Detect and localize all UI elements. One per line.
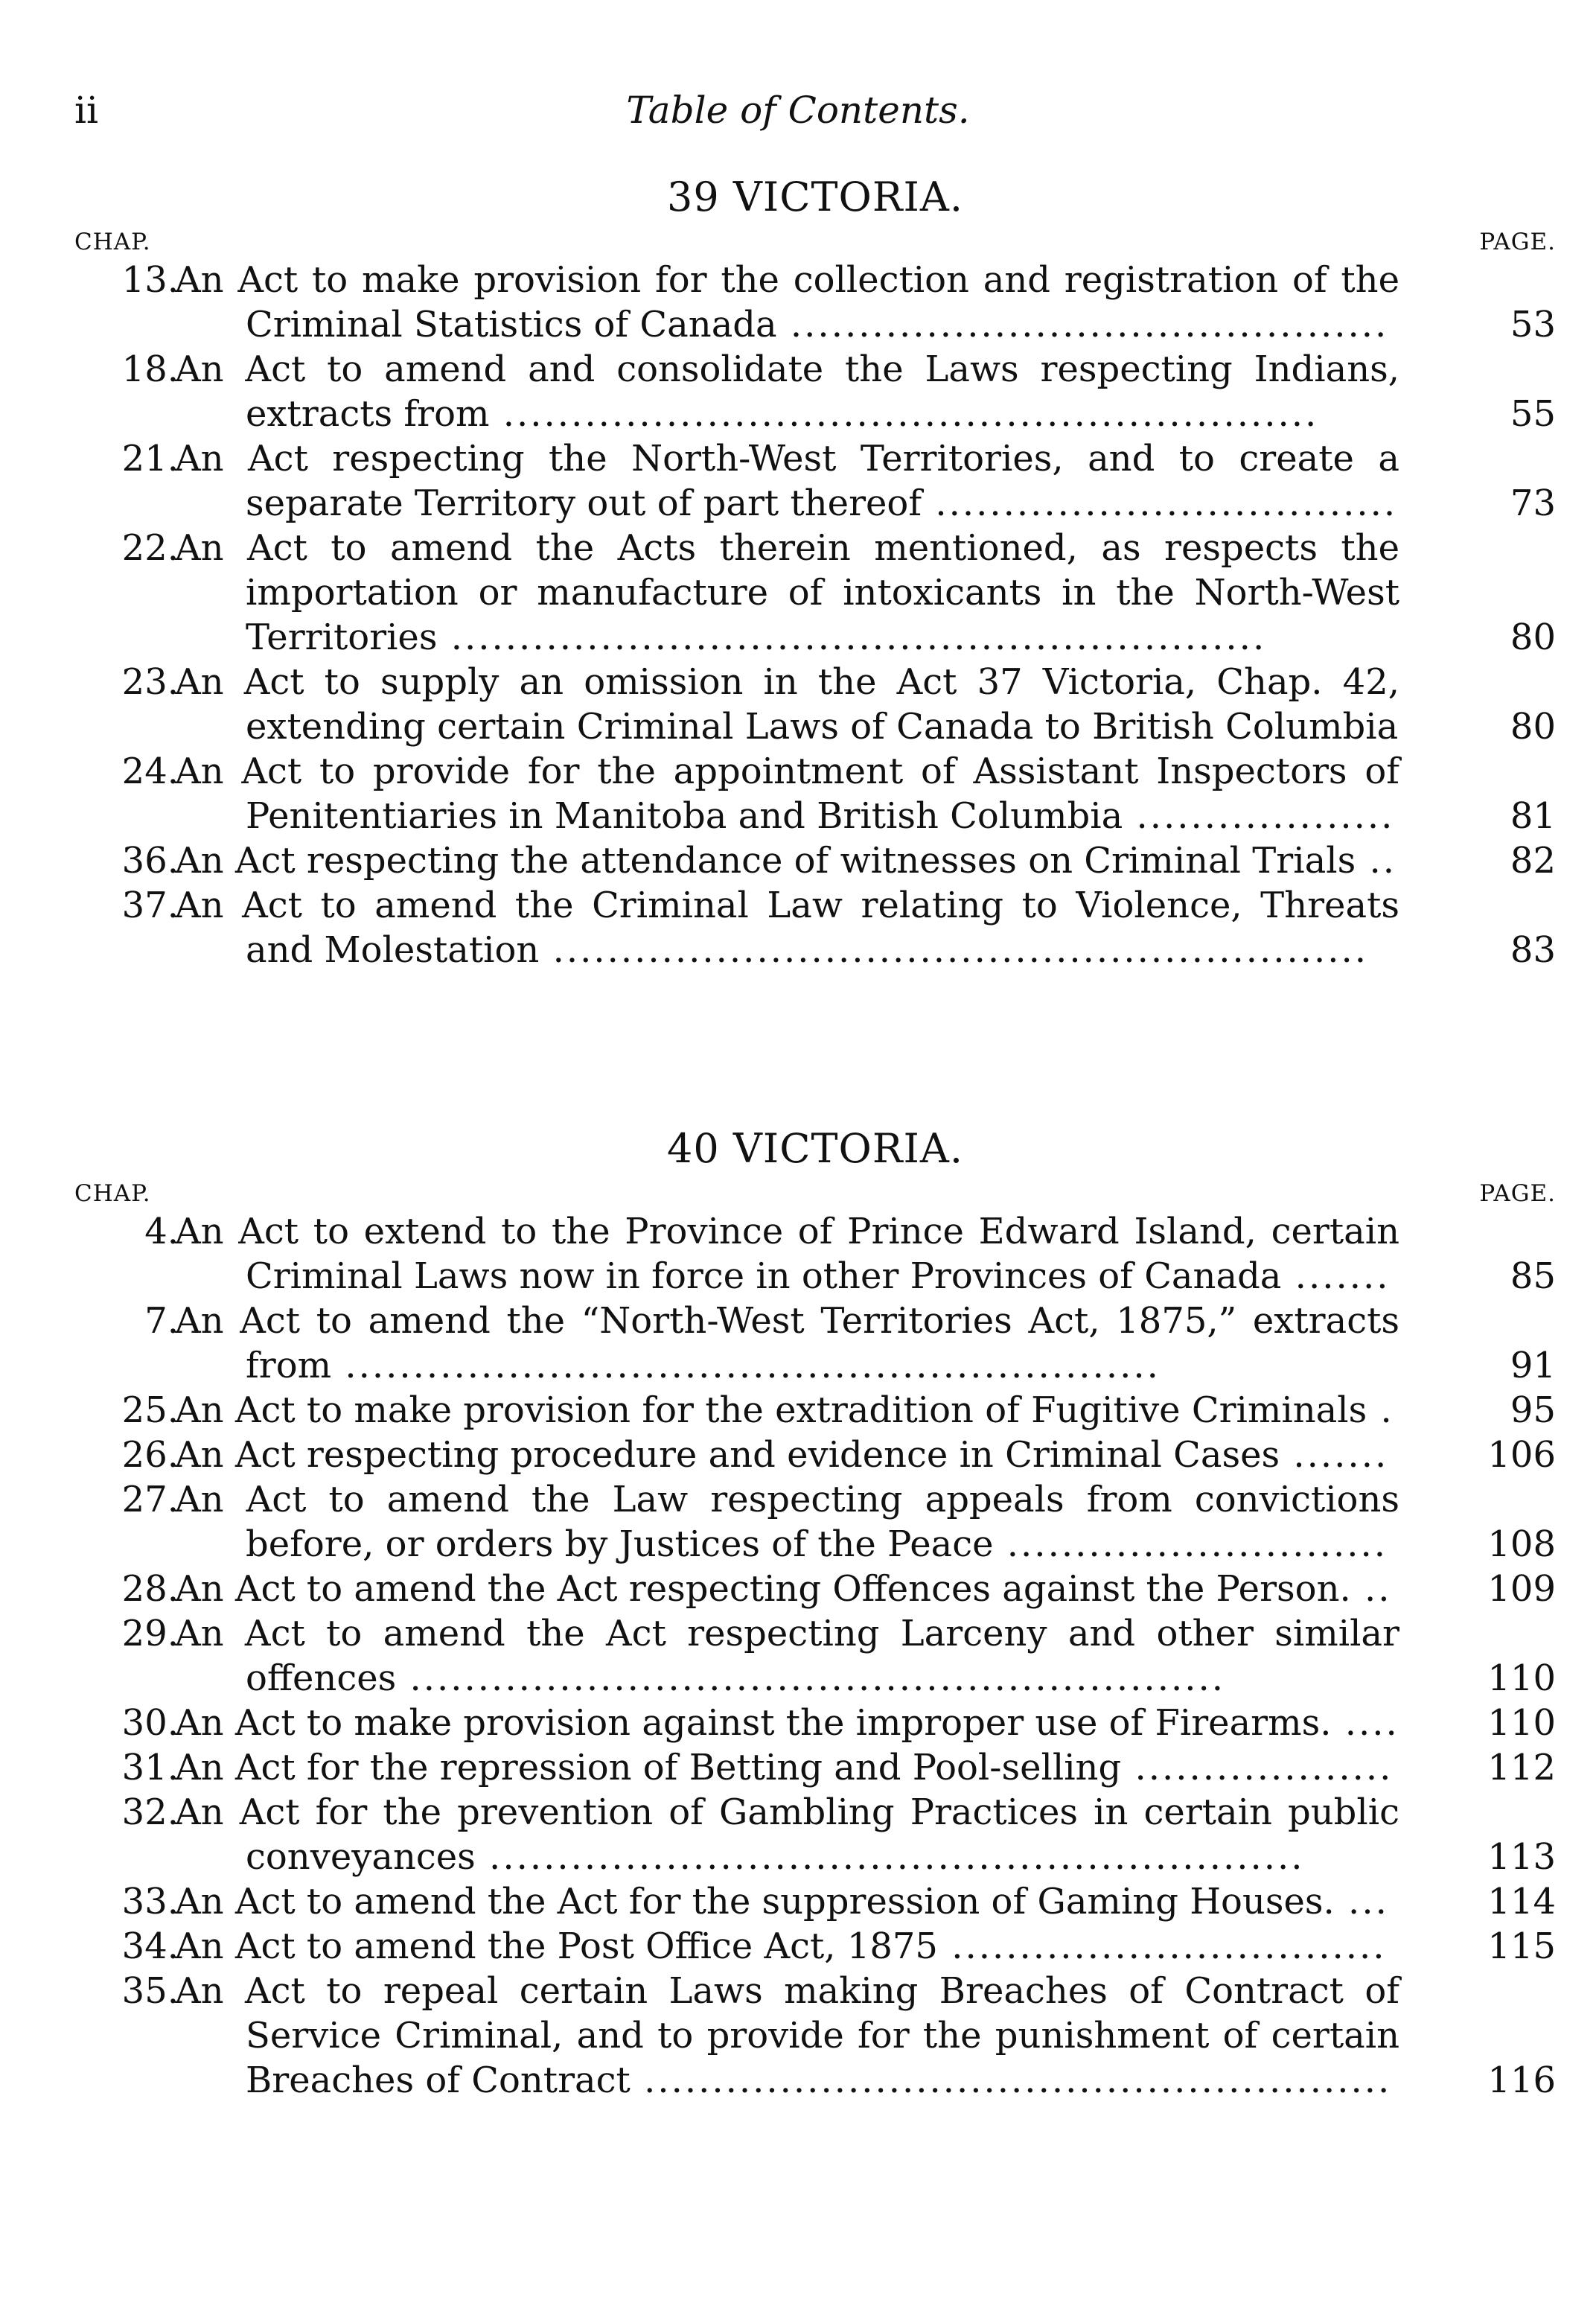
section-39-victoria [74, 173, 1556, 972]
entry-title: An Act to make provision for the extradition of Fugitive Criminals [175, 1389, 1367, 1431]
page-column-label: PAGE. [1479, 1180, 1556, 1207]
chapter-number: 23. [121, 661, 179, 703]
dot-leaders: ................... [1121, 1747, 1394, 1788]
page-reference: 80 [1510, 706, 1556, 748]
entry-title-line [175, 1388, 1399, 1433]
chapter-number: 7. [144, 1300, 179, 1342]
dot-leaders: ............................................ [776, 304, 1389, 345]
page-reference: 81 [1510, 795, 1556, 837]
entry-title: An Act to amend the Criminal Law relating to Violence, Threats and Molestation [175, 885, 1399, 971]
toc-entry [74, 436, 1556, 526]
dot-leaders: ............................................................ [331, 1345, 1161, 1386]
toc-entry [74, 258, 1556, 347]
entry-title-line [175, 1879, 1399, 1924]
toc-entry [74, 1477, 1556, 1567]
toc-entries [74, 258, 1556, 972]
dot-leaders: .... [1331, 1702, 1399, 1744]
toc-entry [74, 1299, 1556, 1388]
entry-title: An Act to provide for the appointment of Assistant Inspectors of Penitentiaries in Manitoba and British Columbia [175, 751, 1399, 837]
chapter-number: 22. [121, 527, 179, 569]
toc-entry [74, 1433, 1556, 1477]
page-reference: 73 [1510, 482, 1556, 524]
toc-entry [74, 1388, 1556, 1433]
entry-title: An Act to extend to the Province of Prince Edward Island, certain Criminal Laws now in force in other Provinces of Canada [175, 1211, 1399, 1297]
chapter-number: 35. [121, 1970, 179, 2012]
entry-title-line [175, 526, 1399, 660]
dot-leaders: ............................................................ [396, 1657, 1225, 1699]
chapter-number: 34. [121, 1925, 179, 1967]
toc-entry [74, 1969, 1556, 2103]
column-headings [74, 226, 1556, 258]
dot-leaders: ....................................................... [630, 2059, 1392, 2101]
entry-title-line [175, 1701, 1399, 1745]
section-title: 39 VICTORIA. [667, 173, 963, 220]
toc-entry [74, 347, 1556, 436]
entry-title-line [175, 1611, 1399, 1701]
entry-title-line [175, 1299, 1399, 1388]
page-number: ii [74, 89, 98, 132]
toc-entry [74, 1611, 1556, 1701]
page-reference: 110 [1487, 1657, 1556, 1699]
page-reference: 85 [1510, 1255, 1556, 1297]
chapter-number: 13. [121, 259, 179, 301]
chapter-number: 26. [121, 1434, 179, 1476]
dot-leaders: ....... [1281, 1255, 1391, 1297]
chapter-number: 24. [121, 751, 179, 792]
page-reference: 83 [1510, 929, 1556, 971]
entry-title-line [175, 347, 1399, 436]
chapter-number: 32. [121, 1791, 179, 1833]
dot-leaders: ............................................................ [437, 617, 1267, 658]
page-reference: 53 [1510, 304, 1556, 345]
toc-entry [74, 1567, 1556, 1611]
entry-title: An Act respecting procedure and evidence in Criminal Cases [175, 1434, 1280, 1476]
page-reference: 116 [1487, 2059, 1556, 2101]
page-reference: 91 [1510, 1345, 1556, 1386]
entry-title: An Act to make provision against the improper use of Firearms. [175, 1702, 1332, 1744]
chapter-number: 18. [121, 348, 179, 390]
entry-title-line [175, 1969, 1399, 2103]
chapter-number: 30. [121, 1702, 179, 1744]
entry-title-line [175, 749, 1399, 838]
column-headings [74, 1178, 1556, 1209]
entry-title: An Act to amend the Law respecting appeals from convictions before, or orders by Justices of the Peace [175, 1479, 1399, 1565]
page-reference: 55 [1510, 393, 1556, 435]
chapter-number: 25. [121, 1389, 179, 1431]
entry-title-line [175, 1433, 1399, 1477]
entry-title: An Act to amend the Act respecting Offences against the Person. [175, 1568, 1351, 1610]
dot-leaders: .. [1356, 840, 1396, 882]
page-reference: 114 [1487, 1881, 1556, 1922]
toc-entry [74, 838, 1556, 883]
toc-entry [74, 1701, 1556, 1745]
toc-entry [74, 1209, 1556, 1299]
chapter-number: 33. [121, 1881, 179, 1922]
toc-entry [74, 526, 1556, 660]
chapter-number: 36. [121, 840, 179, 882]
entry-title: An Act to supply an omission in the Act 37 Victoria, Chap. 42, extending certain Criminal Laws of Canada to British Columbia [175, 661, 1399, 748]
toc-entry [74, 1924, 1556, 1969]
dot-leaders: . [1367, 1389, 1394, 1431]
page-reference: 80 [1510, 617, 1556, 658]
entry-title: An Act for the prevention of Gambling Practices in certain public conveyances [175, 1791, 1399, 1878]
page-reference: 115 [1487, 1925, 1556, 1967]
page-reference: 112 [1487, 1747, 1556, 1788]
entry-title-line [175, 883, 1399, 972]
entry-title-line [175, 660, 1399, 749]
chapter-number: 31. [121, 1747, 179, 1788]
chapter-number: 27. [121, 1479, 179, 1520]
chapter-number: 29. [121, 1613, 179, 1654]
page-reference: 109 [1487, 1568, 1556, 1610]
chapter-number: 4. [144, 1211, 179, 1252]
page-reference: 110 [1487, 1702, 1556, 1744]
entry-title: An Act for the repression of Betting and Pool-selling [175, 1747, 1122, 1788]
entry-title: An Act to amend the Post Office Act, 1875 [175, 1925, 938, 1967]
entry-title-line [175, 1477, 1399, 1567]
toc-entries [74, 1209, 1556, 2103]
dot-leaders: ............................................................ [475, 1836, 1305, 1878]
entry-title-line [175, 1209, 1399, 1299]
toc-entry [74, 749, 1556, 838]
section-title: 40 VICTORIA. [667, 1125, 963, 1172]
dot-leaders: ............................................................ [539, 929, 1369, 971]
dot-leaders: ................................ [937, 1925, 1387, 1967]
running-title: Table of Contents. [626, 89, 970, 132]
entry-title-line [175, 258, 1399, 347]
dot-leaders: .. [1350, 1568, 1392, 1610]
page-reference: 82 [1510, 840, 1556, 882]
page-reference: 113 [1487, 1836, 1556, 1878]
dot-leaders: ............................ [993, 1523, 1388, 1565]
entry-title: An Act to amend the Act for the suppression of Gaming Houses. [175, 1881, 1335, 1922]
dot-leaders: ....... [1280, 1434, 1389, 1476]
entry-title: An Act to amend the Acts therein mentioned, as respects the importation or manufacture of intoxicants in the North-West Territories [175, 527, 1399, 658]
dot-leaders: ................... [1123, 795, 1395, 837]
entry-title: An Act respecting the attendance of witnesses on Criminal Trials [175, 840, 1356, 882]
entry-title: An Act to amend and consolidate the Laws respecting Indians, extracts from [175, 348, 1399, 435]
chapter-number: 28. [121, 1568, 179, 1610]
entry-title: An Act to amend the Act respecting Larceny and other similar offences [175, 1613, 1399, 1699]
entry-title-line [175, 1924, 1399, 1969]
dot-leaders: .................................. [922, 482, 1398, 524]
entry-title-line [175, 1745, 1399, 1790]
dot-leaders: ... [1334, 1881, 1389, 1922]
toc-entry [74, 1745, 1556, 1790]
entry-title-line [175, 838, 1399, 883]
page-reference: 106 [1487, 1434, 1556, 1476]
entry-title: An Act to amend the “North-West Territories Act, 1875,” extracts from [175, 1300, 1399, 1386]
page-column-label: PAGE. [1479, 229, 1556, 255]
toc-entry [74, 1790, 1556, 1879]
section-40-victoria [74, 1124, 1556, 2103]
chap-column-label: CHAP. [74, 1180, 151, 1207]
chapter-number: 21. [121, 438, 179, 480]
toc-entry [74, 660, 1556, 749]
entry-title-line [175, 1790, 1399, 1879]
entry-title: An Act to make provision for the collection and registration of the Criminal Statistics of Canada [175, 259, 1399, 345]
page-reference: 95 [1510, 1389, 1556, 1431]
chapter-number: 37. [121, 885, 179, 926]
entry-title: An Act to repeal certain Laws making Breaches of Contract of Service Criminal, and to provide for the punishment of certain Breaches of Contract [175, 1970, 1399, 2101]
toc-entry [74, 1879, 1556, 1924]
entry-title-line [175, 1567, 1399, 1611]
page-reference: 108 [1487, 1523, 1556, 1565]
chap-column-label: CHAP. [74, 229, 151, 255]
toc-entry [74, 883, 1556, 972]
entry-title-line [175, 436, 1399, 526]
entry-title: An Act respecting the North-West Territories, and to create a separate Territory out of part thereof [175, 438, 1399, 524]
dot-leaders: ............................................................ [489, 393, 1319, 435]
